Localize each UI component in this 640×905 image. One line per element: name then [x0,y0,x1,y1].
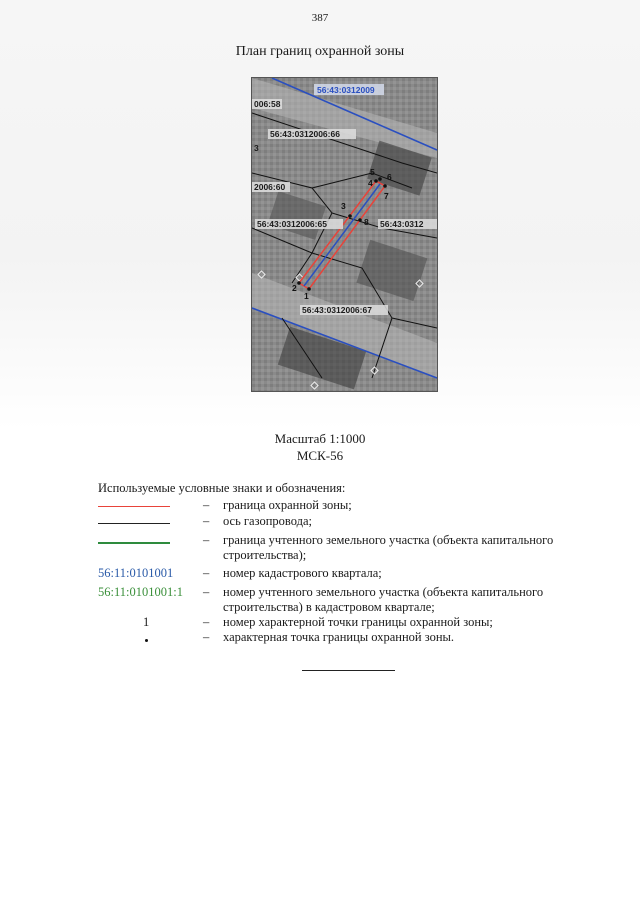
legend-dash: – [203,585,210,599]
legend-text: номер кадастрового квартала; [223,566,382,580]
legend-text: номер учтенного земельного участка (объекта капитального строительства) в кадастровом квартале; [223,585,544,614]
legend-text: граница охранной зоны; [223,498,352,512]
legend-dash: – [203,498,210,512]
quarter-label: 56:43:0312009 [317,85,375,95]
legend-text: характерная точка границы охранной зоны. [223,630,455,644]
point-label-2: 2 [292,283,297,293]
page-number: 387 [311,12,329,24]
scale-text: Масштаб 1:1000 [274,431,366,446]
legend-text: граница учтенного земельного участка (объекта капитального строительства); [223,533,554,562]
legend-dash: – [203,533,210,547]
parcel-label: 56:43:0312006:67 [302,305,372,315]
legend-text: номер характерной точки границы охранной зоны; [223,615,493,629]
coordinate-system: МСК-56 [296,448,344,463]
parcel-label: 006:58 [254,99,281,109]
point-label-1: 1 [304,291,309,301]
closing-rule [302,670,395,671]
legend-dash: – [203,566,210,580]
cadastral-map [251,77,438,392]
point-label-3: 3 [341,201,346,211]
parcel-number-sample: 56:11:0101001:1 [98,585,183,599]
legend-dash: – [203,630,210,644]
point-label-8: 8 [364,217,369,227]
scale-block [0,430,640,464]
parcel-label: 56:43:0312006:66 [270,129,340,139]
point-dot-icon [145,639,148,642]
green-line-swatch [98,542,170,544]
point-label-6: 6 [387,172,392,182]
parcel-label: 2006:60 [254,182,286,192]
parcel-label: 56:43:0312 [380,219,424,229]
point-label-4: 4 [368,178,373,188]
point-label-7: 7 [384,191,389,201]
page-title: План границ охранной зоны [235,44,405,59]
red-line-swatch [98,506,170,507]
quarter-number-sample: 56:11:0101001 [98,566,174,580]
legend-text: ось газопровода; [223,514,313,528]
point-number-sample: 1 [143,615,150,629]
legend-title: Используемые условные знаки и обозначения: [98,481,346,495]
black-line-swatch [98,523,170,524]
parcel-label: 3 [254,143,259,153]
point-label-5: 5 [370,167,375,177]
legend-dash: – [203,514,210,528]
parcel-label: 56:43:0312006:65 [257,219,327,229]
legend-dash: – [203,615,210,629]
